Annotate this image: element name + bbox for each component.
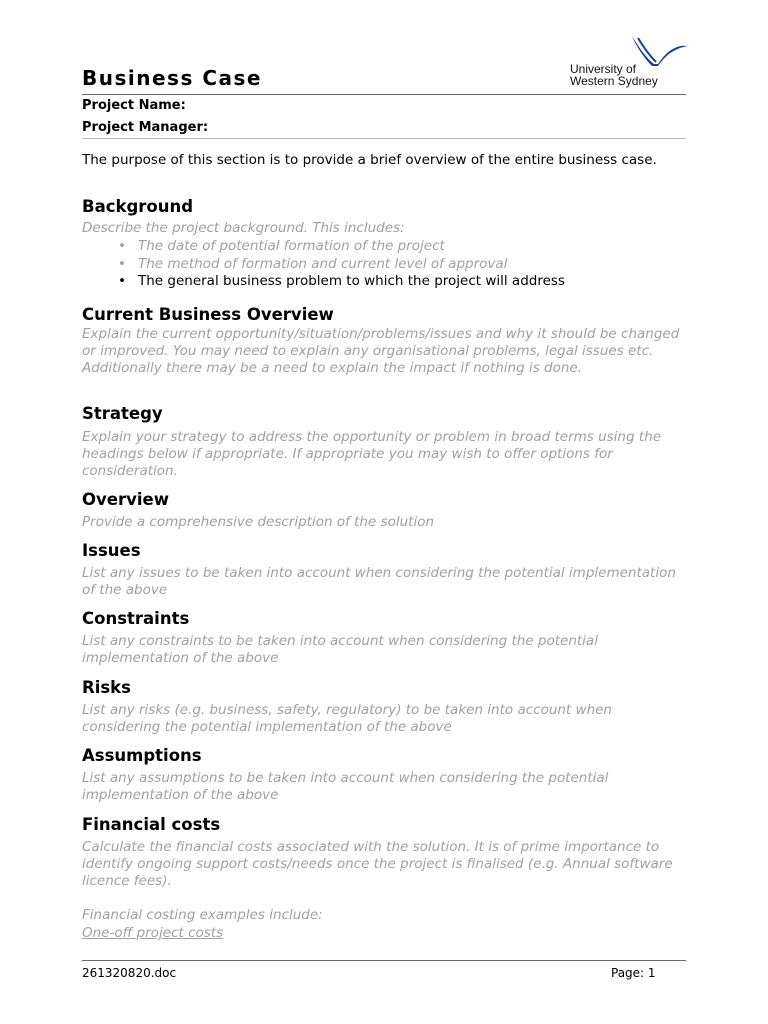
heading-issues: Issues xyxy=(82,541,141,560)
footer-filename: 261320820.doc xyxy=(82,966,177,980)
list-item: • The general business problem to which the project will address xyxy=(82,273,682,291)
project-manager-label: Project Manager: xyxy=(82,120,209,135)
project-name-label: Project Name: xyxy=(82,98,186,113)
title-divider xyxy=(82,94,686,95)
heading-background: Background xyxy=(82,197,194,216)
heading-financial-costs: Financial costs xyxy=(82,815,221,834)
heading-risks: Risks xyxy=(82,678,131,697)
intro-paragraph: The purpose of this section is to provide a brief overview of the entire business case. xyxy=(82,152,657,168)
heading-constraints: Constraints xyxy=(82,609,190,628)
current-overview-hint: Explain the current opportunity/situation/problems/issues and why it should be changed or improved. You may need to explain any organisational problems, legal issues etc. Additionally there may be a need to explain the impact if nothing is done. xyxy=(82,326,680,377)
header-divider xyxy=(82,138,686,139)
list-item: • The date of potential formation of the project xyxy=(82,238,682,256)
footer-page-number: Page: 1 xyxy=(611,966,656,980)
logo-wordmark xyxy=(570,63,658,87)
list-item: • The method of formation and current level of approval xyxy=(82,256,682,274)
strategy-hint: Explain your strategy to address the opportunity or problem in broad terms using the headings below if appropriate. If appropriate you may wish to offer options for consideration. xyxy=(82,429,662,480)
one-off-costs-label: One-off project costs xyxy=(82,925,224,941)
overview-hint: Provide a comprehensive description of the solution xyxy=(82,514,435,530)
logo-text-line2: Western Sydney xyxy=(570,74,658,88)
background-hint: Describe the project background. This includes: xyxy=(82,220,405,236)
issues-hint: List any issues to be taken into account when considering the potential implementation of the above xyxy=(82,565,676,599)
footer-divider xyxy=(82,960,686,961)
heading-strategy: Strategy xyxy=(82,404,163,423)
financial-examples-label: Financial costing examples include: xyxy=(82,907,323,923)
heading-current-business-overview: Current Business Overview xyxy=(82,305,334,324)
logo-text-line1: University of xyxy=(570,62,637,76)
financial-hint: Calculate the financial costs associated with the solution. It is of prime importance to identify ongoing support costs/needs once the project is finalised (e.g. Annual software licence fees). xyxy=(82,839,673,890)
risks-hint: List any risks (e.g. business, safety, regulatory) to be taken into account when considering the potential implementation of the above xyxy=(82,702,612,736)
heading-assumptions: Assumptions xyxy=(82,746,202,765)
heading-overview: Overview xyxy=(82,490,169,509)
assumptions-hint: List any assumptions to be taken into account when considering the potential implementation of the above xyxy=(82,770,609,804)
document-title: Business Case xyxy=(82,66,262,90)
university-logo xyxy=(566,34,690,92)
background-bullet-list xyxy=(82,238,682,291)
constraints-hint: List any constraints to be taken into account when considering the potential implementation of the above xyxy=(82,633,598,667)
